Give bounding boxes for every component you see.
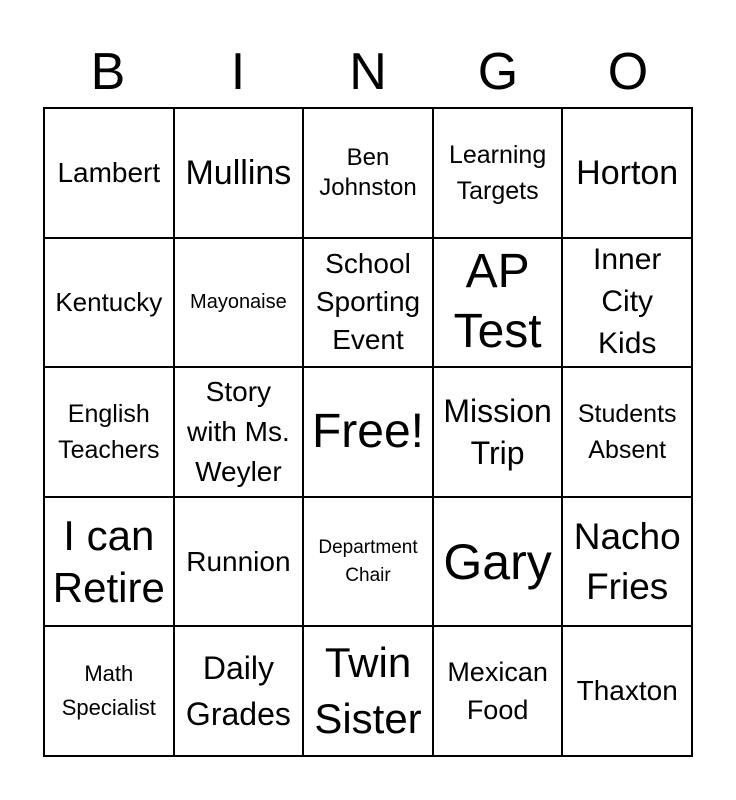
bingo-cell[interactable] [44, 497, 174, 627]
cell-text: Mullins [185, 153, 292, 192]
cell-text: Free! [311, 404, 424, 458]
header-letter-i: I [230, 43, 246, 101]
cell-text: Inner City Kids [593, 243, 662, 361]
cell-text: Horton [576, 153, 679, 192]
cell-text: Runnion [186, 545, 291, 577]
bingo-cell[interactable] [44, 626, 174, 756]
cell-text: Mexican Food [447, 657, 548, 726]
bingo-cell[interactable] [433, 108, 563, 238]
cell-text: Students Absent [577, 399, 677, 464]
cell-text: Lambert [57, 156, 161, 188]
cell-text: Mission Trip [443, 392, 552, 471]
header-letter-b: B [90, 43, 126, 101]
bingo-cell[interactable] [562, 497, 692, 627]
bingo-cell[interactable] [174, 108, 304, 238]
header-letter-n: N [349, 43, 387, 101]
cell-text: AP Test [453, 245, 542, 359]
bingo-cell[interactable] [303, 497, 433, 627]
cell-text: Department Chair [318, 536, 418, 586]
bingo-cell[interactable] [562, 626, 692, 756]
bingo-cell[interactable] [303, 367, 433, 497]
cell-text: Daily Grades [185, 650, 291, 733]
cell-text: Math Specialist [61, 661, 156, 721]
bingo-cell[interactable] [433, 367, 563, 497]
bingo-cell[interactable] [174, 238, 304, 368]
bingo-cell[interactable] [562, 108, 692, 238]
header-letter-g: G [477, 43, 519, 101]
cell-text: I can Retire [52, 511, 165, 611]
bingo-cell[interactable] [303, 108, 433, 238]
header-letter-o: O [607, 43, 649, 101]
bingo-header [43, 40, 693, 104]
cell-text: English Teachers [58, 399, 160, 464]
bingo-cell[interactable] [174, 497, 304, 627]
bingo-cell[interactable] [44, 108, 174, 238]
cell-text: Kentucky [55, 287, 163, 318]
cell-text: Thaxton [576, 675, 678, 707]
bingo-cell[interactable] [303, 626, 433, 756]
bingo-cell[interactable] [44, 367, 174, 497]
cell-text: Gary [443, 533, 552, 590]
bingo-cell[interactable] [303, 238, 433, 368]
cell-text: Twin Sister [314, 639, 422, 743]
bingo-cell[interactable] [562, 367, 692, 497]
bingo-cell[interactable] [174, 367, 304, 497]
cell-text: Nacho Fries [573, 515, 681, 607]
bingo-cell[interactable] [433, 497, 563, 627]
cell-text: Learning Targets [448, 140, 547, 205]
bingo-cell[interactable] [174, 626, 304, 756]
bingo-cell[interactable] [433, 626, 563, 756]
cell-text: Mayonaise [190, 291, 287, 314]
bingo-cell[interactable] [562, 238, 692, 368]
bingo-cell[interactable] [44, 238, 174, 368]
cell-text: School Sporting Event [315, 248, 421, 356]
bingo-cell[interactable] [433, 238, 563, 368]
cell-text: Ben Johnston [319, 143, 417, 201]
bingo-board [43, 107, 693, 757]
cell-text: Story with Ms. Weyler [187, 375, 290, 487]
